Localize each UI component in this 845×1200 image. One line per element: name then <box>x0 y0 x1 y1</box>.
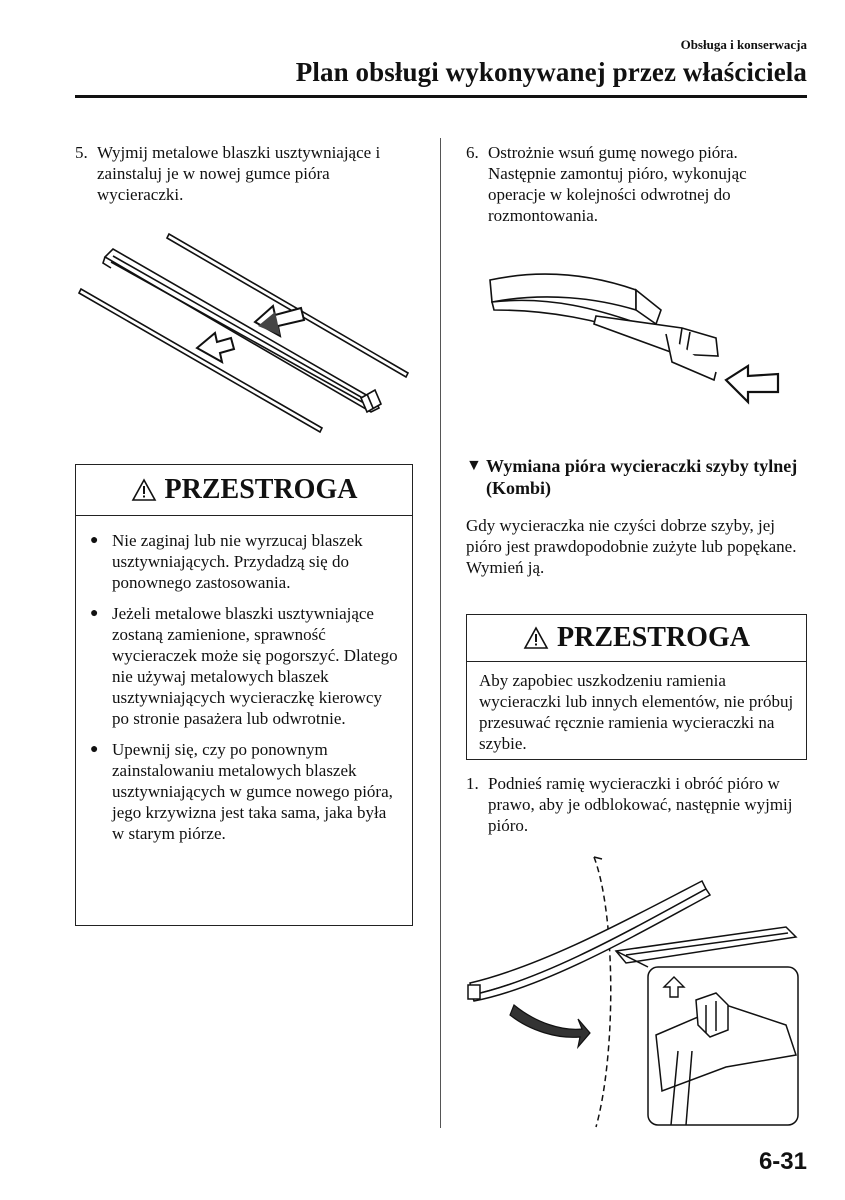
step-5 <box>75 142 410 205</box>
caution-title: PRZESTROGA <box>557 622 750 653</box>
step-5-text: Wyjmij metalowe blaszki usztywniające i zainstaluj je w nowej gumce pióra wycieraczki. <box>97 143 381 204</box>
warning-triangle-icon <box>523 626 549 650</box>
metal-strips-illustration <box>75 230 415 440</box>
caution-title: PRZESTROGA <box>164 474 358 505</box>
caution-header <box>467 615 806 662</box>
caution-item: ● Jeżeli metalowe blaszki usztywniające zostaną zamienione, sprawność wycieraczek może się pogorszyć. Dlatego nie używaj metalowych blaszek usztywniających wycieraczkę kierowcy po stronie pasażera lub odwrotnie. <box>90 604 398 728</box>
page-title: Plan obsługi wykonywanej przez właściciela <box>295 57 807 87</box>
caution-box-right <box>466 614 807 760</box>
warning-triangle-icon <box>131 478 157 502</box>
step-6 <box>466 142 806 226</box>
step-1-number: 1. <box>466 774 479 793</box>
subheading-text: Wymiana pióra wycieraczki szyby tylnej (Kombi) <box>486 456 798 498</box>
step-1-text: Podnieś ramię wycieraczki i obróć pióro w prawo, aby je odblokować, następnie wyjmij pióro. <box>488 774 793 835</box>
caution-item: ● Nie zaginaj lub nie wyrzucaj blaszek usztywniających. Przydadzą się do ponownego zastosowania. <box>90 531 363 592</box>
step-6-number: 6. <box>466 143 479 162</box>
step-5-number: 5. <box>75 143 88 162</box>
arrow-left-icon <box>726 366 778 402</box>
caution-text: Aby zapobiec uszkodzeniu ramienia wycieraczki lub innych elementów, nie próbuj przesuwać ręcznie ramienia wycieraczki na szybie. <box>479 671 794 753</box>
rotate-arrow-icon <box>510 1005 590 1047</box>
caution-box-left <box>75 464 413 926</box>
triangle-marker-icon: ▼ <box>466 457 482 474</box>
section-label: Obsługa i konserwacja <box>680 37 807 52</box>
blade-install-illustration <box>486 262 786 412</box>
title-divider <box>75 95 807 98</box>
column-divider <box>440 138 441 1128</box>
intro-text: Gdy wycieraczka nie czyści dobrze szyby, jej pióro jest prawdopodobnie zużyte lub popękane. <box>466 516 797 556</box>
rear-wiper-illustration <box>466 855 806 1130</box>
step-6-text: Ostrożnie wsuń gumę nowego pióra. Następnie zamontuj pióro, wykonując operacje w kolejności odwrotnej do rozmontowania. <box>488 143 747 225</box>
intro-text-2: Wymień ją. <box>466 558 545 577</box>
caution-header <box>76 465 412 516</box>
arrow-right-icon <box>197 333 234 362</box>
caution-item: ● Upewnij się, czy po ponownym zainstalowaniu metalowych blaszek usztywniających w gumce nowego pióra, jego krzywizna jest taka sama, jaka była w starym piórze. <box>90 740 393 843</box>
subheading <box>466 455 806 499</box>
step-1 <box>466 773 806 836</box>
arrow-left-icon <box>255 306 304 336</box>
page-number: 6-31 <box>758 1148 807 1175</box>
intro-paragraph <box>466 515 811 578</box>
caution-list <box>76 516 412 844</box>
